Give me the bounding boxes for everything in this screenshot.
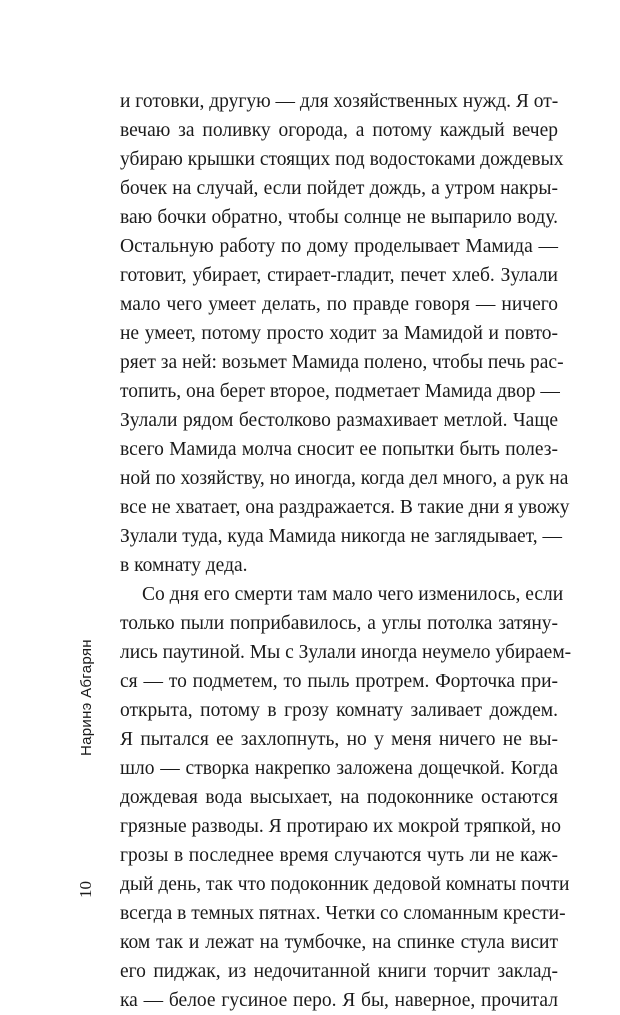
text-line: только пыли поприбавилось, а углы потолка затяну-	[120, 613, 558, 634]
text-line: мало чего умеет делать, по правде говоря — ничего	[120, 294, 558, 315]
text-line: не умеет, потому просто ходит за Мамидой и повто-	[120, 323, 558, 344]
text-line: в комнату деда.	[120, 555, 248, 576]
text-line: ка — белое гусиное перо. Я бы, наверное, прочитал	[120, 990, 558, 1011]
running-header-author: Наринэ Абгарян	[78, 639, 95, 756]
body-text	[120, 87, 572, 1015]
text-line: шло — створка накрепко заложена дощечкой. Когда	[120, 758, 558, 779]
text-line: дождевая вода высыхает, на подоконнике остаются	[120, 787, 558, 808]
paragraph-1	[120, 87, 570, 580]
text-line: всего Мамида молча сносит ее попытки быть полез-	[120, 439, 558, 460]
text-line: Зулали рядом бестолково размахивает метлой. Чаще	[120, 410, 558, 431]
text-line: ваю бочки обратно, чтобы солнце не выпарило воду.	[120, 207, 558, 228]
text-line: лись паутиной. Мы с Зулали иногда неумело убираем-	[120, 642, 572, 663]
text-line: дый день, так что подоконник дедовой комнаты почти	[120, 874, 570, 895]
text-line: ся — то подметем, то пыль протрем. Форточка при-	[120, 671, 558, 692]
text-line: убираю крышки стоящих под водостоками дождевых	[120, 149, 564, 170]
text-line: все не хватает, она раздражается. В такие дни я увожу	[120, 497, 570, 518]
text-line: готовит, убирает, стирает-гладит, печет хлеб. Зулали	[120, 265, 558, 286]
text-line: грязные разводы. Я протираю их мокрой тряпкой, но	[120, 816, 561, 837]
text-line: ряет за ней: возьмет Мамида полено, чтобы печь рас-	[120, 352, 564, 373]
text-line: и готовки, другую — для хозяйственных нужд. Я от-	[120, 91, 559, 112]
text-line: грозы в последнее время случаются чуть ли не каж-	[120, 845, 558, 866]
text-line: его пиджак, из недочитанной книги торчит заклад-	[120, 961, 558, 982]
text-line: Я пытался ее захлопнуть, но у меня ничего не вы-	[120, 729, 558, 750]
text-line: топить, она берет второе, подметает Мамида двор —	[120, 381, 560, 402]
text-line: бочек на случай, если пойдет дождь, а утром накры-	[120, 178, 558, 199]
text-line: всегда в темных пятнах. Четки со сломанным крести-	[120, 903, 566, 924]
text-line: Зулали туда, куда Мамида никогда не заглядывает, —	[120, 526, 562, 547]
text-line: ком так и лежат на тумбочке, на спинке стула висит	[120, 932, 558, 953]
text-line: Остальную работу по дому проделывает Мамида —	[120, 236, 558, 257]
text-line: открыта, потому в грозу комнату заливает дождем.	[120, 700, 558, 721]
text-line: ной по хозяйству, но иногда, когда дел много, а рук на	[120, 468, 569, 489]
text-line: вечаю за поливку огорода, а потому каждый вечер	[120, 120, 558, 141]
paragraph-2	[120, 580, 572, 1015]
page-number: 10	[76, 881, 95, 898]
text-line: Со дня его смерти там мало чего изменилось, если	[142, 584, 564, 605]
